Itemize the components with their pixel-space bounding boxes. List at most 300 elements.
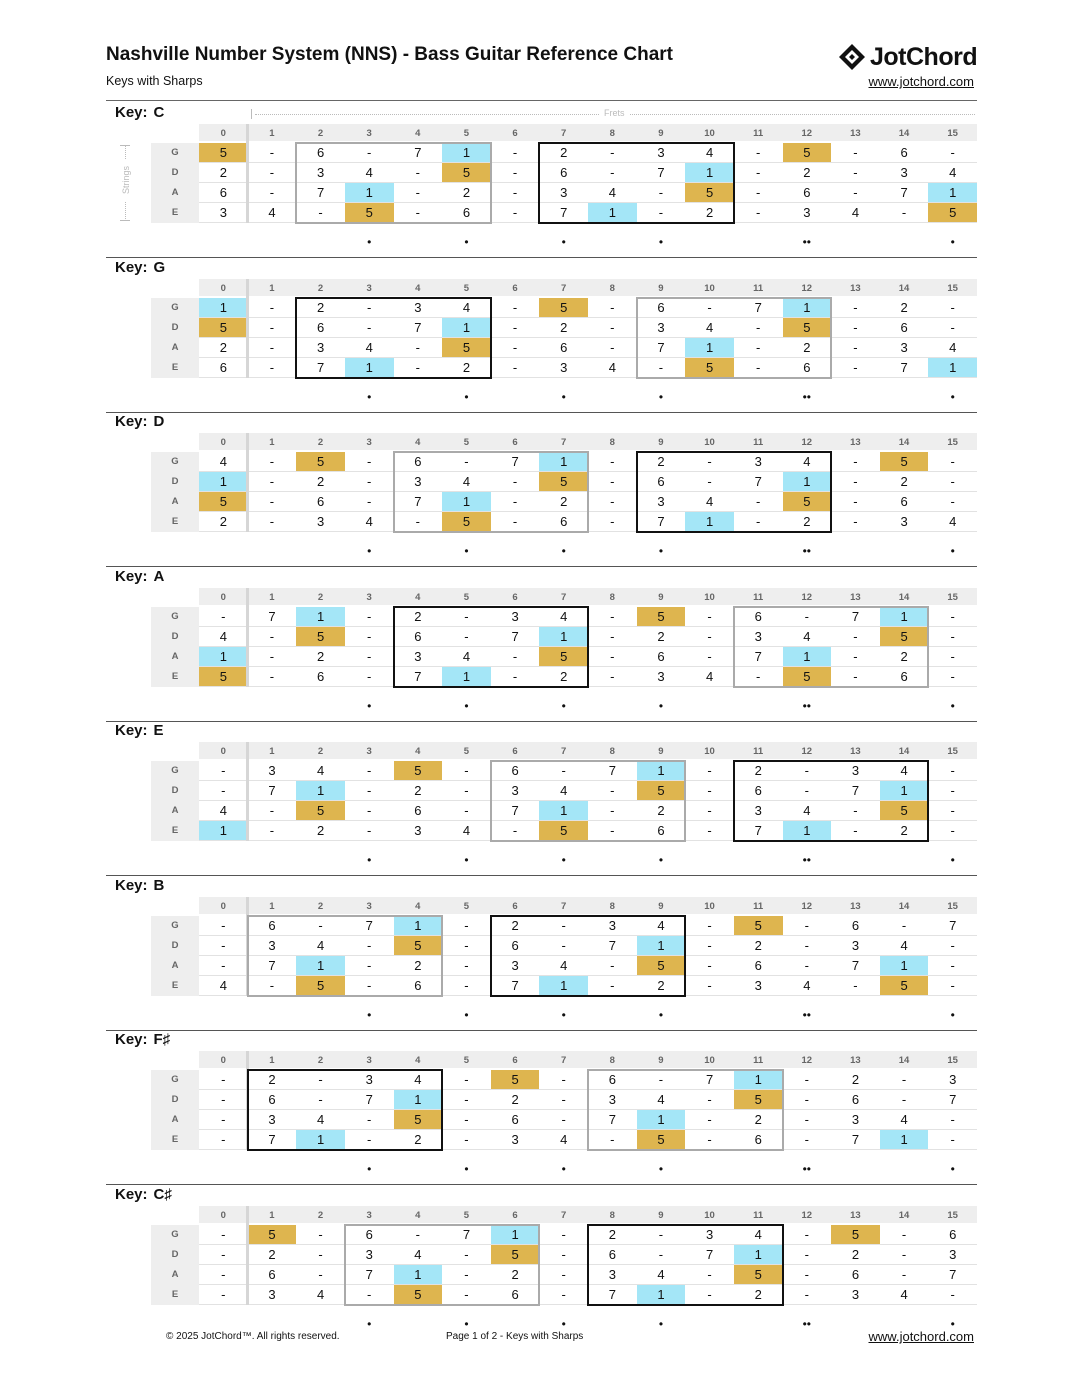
note-cell: 7 <box>685 1245 734 1265</box>
note-cell: - <box>880 1245 929 1265</box>
note-cell: 7 <box>685 1070 734 1090</box>
fifth-note-cell: 5 <box>296 627 345 647</box>
key-label <box>115 1186 172 1203</box>
note-cell: - <box>783 781 832 801</box>
fret-number: 13 <box>850 1055 861 1066</box>
fifth-note-cell: 5 <box>880 801 929 821</box>
note-cell: - <box>394 358 443 378</box>
note-cell: 4 <box>880 761 929 781</box>
note-cell: - <box>248 183 297 203</box>
note-cell: 2 <box>394 607 443 627</box>
note-cell: - <box>199 761 248 781</box>
note-cell: - <box>491 821 540 841</box>
note-cell: - <box>685 801 734 821</box>
fret-number: 0 <box>220 1055 226 1066</box>
note-cell: - <box>637 358 686 378</box>
note-cell: - <box>588 781 637 801</box>
note-cell: 3 <box>248 761 297 781</box>
inlay-marker: • <box>950 389 955 404</box>
note-cell: 2 <box>880 647 929 667</box>
note-cell: - <box>296 1090 345 1110</box>
note-cell: - <box>539 1265 588 1285</box>
note-cell: - <box>296 1245 345 1265</box>
root-note-cell: 1 <box>880 956 929 976</box>
frets-legend-label: Frets <box>600 108 629 118</box>
note-cell: - <box>248 358 297 378</box>
note-cell: - <box>588 801 637 821</box>
string-label: D <box>151 1090 199 1110</box>
note-cell: - <box>685 1110 734 1130</box>
note-cell: - <box>345 627 394 647</box>
key-name: E <box>153 722 164 739</box>
note-cell: 7 <box>637 338 686 358</box>
fret-number: 6 <box>512 746 518 757</box>
fret-number: 2 <box>317 591 324 603</box>
note-cell: - <box>296 1265 345 1285</box>
fret-number: 0 <box>220 591 226 603</box>
note-cell: - <box>345 472 394 492</box>
fret-number: 13 <box>850 900 861 912</box>
inlay-marker: • <box>658 544 664 558</box>
note-cell: - <box>248 647 297 667</box>
fret-number: 8 <box>609 437 615 448</box>
fret-number: 6 <box>512 1055 518 1066</box>
inlay-marker: • <box>464 698 469 713</box>
fifth-note-cell: 5 <box>442 338 491 358</box>
fifth-note-cell: 5 <box>539 298 588 318</box>
note-cell: - <box>685 936 734 956</box>
root-note-cell: 1 <box>296 781 345 801</box>
note-cell: - <box>831 183 880 203</box>
root-note-cell: 1 <box>442 667 491 687</box>
string-label: G <box>151 1225 199 1245</box>
note-cell: 4 <box>345 163 394 183</box>
fret-number: 4 <box>415 1209 421 1221</box>
root-note-cell: 1 <box>394 1265 443 1285</box>
note-cell: - <box>685 956 734 976</box>
note-cell: - <box>783 956 832 976</box>
fret-number: 10 <box>704 746 715 757</box>
fifth-note-cell: 5 <box>199 667 248 687</box>
inlay-marker: • <box>367 1007 372 1022</box>
fret-number: 3 <box>366 591 372 603</box>
note-cell: - <box>685 781 734 801</box>
inlay-marker: • <box>561 544 566 558</box>
inlay-marker: • <box>658 853 664 867</box>
root-note-cell: 1 <box>199 647 248 667</box>
root-note-cell: 1 <box>880 781 929 801</box>
fret-number: 6 <box>512 1209 518 1221</box>
root-note-cell: 1 <box>394 1090 443 1110</box>
fret-number: 0 <box>220 900 226 912</box>
note-cell: 6 <box>296 667 345 687</box>
note-cell: - <box>685 976 734 996</box>
fret-number: 0 <box>220 437 226 448</box>
fret-number: 14 <box>898 1209 910 1221</box>
note-cell: 6 <box>588 1245 637 1265</box>
fret-number: 14 <box>898 282 910 294</box>
secondary-position-box <box>490 760 687 842</box>
section-divider <box>106 721 977 722</box>
inlay-marker: • <box>658 1316 664 1331</box>
fret-number: 7 <box>561 900 567 912</box>
root-note-cell: 1 <box>734 1245 783 1265</box>
note-cell: 6 <box>491 936 540 956</box>
note-cell: 2 <box>491 1090 540 1110</box>
string-label: E <box>151 1130 199 1150</box>
note-cell: - <box>491 298 540 318</box>
note-cell: - <box>831 492 880 512</box>
note-cell: 3 <box>248 1110 297 1130</box>
note-cell: - <box>831 801 880 821</box>
note-cell: 4 <box>248 203 297 223</box>
note-cell: - <box>248 143 297 163</box>
fret-number: 8 <box>609 746 615 757</box>
note-cell: 7 <box>394 318 443 338</box>
note-cell: - <box>637 1245 686 1265</box>
fret-number: 3 <box>366 282 372 294</box>
inlay-marker: • <box>658 698 664 713</box>
fret-number: 3 <box>366 1055 372 1066</box>
fret-number: 11 <box>753 1055 764 1066</box>
note-cell: - <box>588 472 637 492</box>
note-cell: - <box>734 183 783 203</box>
note-cell: 7 <box>491 976 540 996</box>
brand-logo <box>838 40 977 74</box>
root-note-cell: 1 <box>539 801 588 821</box>
fret-number: 6 <box>512 128 518 139</box>
fifth-note-cell: 5 <box>345 203 394 223</box>
string-label: D <box>151 627 199 647</box>
note-cell: - <box>199 916 248 936</box>
note-cell: 6 <box>491 761 540 781</box>
fret-number: 8 <box>609 591 615 603</box>
fret-number: 3 <box>366 1209 372 1221</box>
string-label: D <box>151 163 199 183</box>
website-link-bottom[interactable]: www.jotchord.com <box>868 1329 974 1344</box>
note-cell: 7 <box>394 492 443 512</box>
note-cell: - <box>734 358 783 378</box>
note-cell: 7 <box>248 956 297 976</box>
key-label <box>115 1031 170 1048</box>
note-cell: - <box>685 647 734 667</box>
fret-number: 9 <box>658 128 664 139</box>
note-cell: 7 <box>637 512 686 532</box>
website-link-top[interactable]: www.jotchord.com <box>868 74 974 89</box>
fifth-note-cell: 5 <box>394 1110 443 1130</box>
fret-number: 9 <box>658 437 664 448</box>
note-cell: 7 <box>248 781 297 801</box>
note-cell: 2 <box>394 1130 443 1150</box>
note-cell: 7 <box>394 667 443 687</box>
fifth-note-cell: 5 <box>783 143 832 163</box>
note-cell: 7 <box>248 1130 297 1150</box>
note-cell: 6 <box>880 492 929 512</box>
secondary-position-box <box>587 1069 784 1151</box>
note-cell: 7 <box>831 607 880 627</box>
note-cell: 4 <box>734 1225 783 1245</box>
note-cell: - <box>783 1245 832 1265</box>
fifth-note-cell: 5 <box>928 203 977 223</box>
note-cell: 6 <box>199 183 248 203</box>
note-cell: 3 <box>685 1225 734 1245</box>
note-cell: 4 <box>831 203 880 223</box>
string-label: G <box>151 761 199 781</box>
note-cell: - <box>734 163 783 183</box>
note-cell: - <box>491 472 540 492</box>
inlay-marker: • <box>950 544 955 558</box>
note-cell: 4 <box>442 472 491 492</box>
brand-name: JotChord <box>870 42 978 71</box>
note-cell: 4 <box>296 1285 345 1305</box>
fret-number: 6 <box>512 591 518 603</box>
fret-number: 12 <box>801 1055 813 1066</box>
inlay-marker: • <box>367 1162 372 1176</box>
note-cell: - <box>199 1130 248 1150</box>
note-cell: - <box>491 492 540 512</box>
string-label: D <box>151 472 199 492</box>
secondary-position-box <box>733 606 930 688</box>
note-cell: 7 <box>831 781 880 801</box>
note-cell: - <box>588 667 637 687</box>
note-cell: - <box>539 1070 588 1090</box>
note-cell: - <box>491 183 540 203</box>
note-cell: - <box>588 607 637 627</box>
note-cell: - <box>831 358 880 378</box>
note-cell: - <box>296 203 345 223</box>
note-cell: 4 <box>685 492 734 512</box>
fret-number: 13 <box>850 1209 861 1221</box>
inlay-marker: • <box>658 1007 664 1022</box>
fifth-note-cell: 5 <box>637 781 686 801</box>
note-cell: - <box>831 647 880 667</box>
note-cell: 7 <box>394 143 443 163</box>
note-cell: - <box>588 627 637 647</box>
note-cell: 7 <box>928 1090 977 1110</box>
note-cell: - <box>345 761 394 781</box>
note-cell: - <box>345 607 394 627</box>
frets-legend <box>251 108 975 120</box>
note-cell: - <box>442 1265 491 1285</box>
note-cell: - <box>296 916 345 936</box>
note-cell: - <box>345 318 394 338</box>
note-cell: 3 <box>394 821 443 841</box>
root-note-cell: 1 <box>539 976 588 996</box>
root-note-cell: 1 <box>345 183 394 203</box>
root-note-cell: 1 <box>783 472 832 492</box>
root-note-cell: 1 <box>199 821 248 841</box>
note-cell: 4 <box>637 1265 686 1285</box>
note-cell: - <box>685 607 734 627</box>
secondary-position-box <box>295 142 492 224</box>
inlay-marker: • <box>367 235 372 249</box>
note-cell: - <box>783 1110 832 1130</box>
fifth-note-cell: 5 <box>783 492 832 512</box>
note-cell: - <box>345 1285 394 1305</box>
fret-number: 5 <box>463 900 470 912</box>
fret-number: 5 <box>463 128 470 139</box>
fret-number: 4 <box>415 282 421 294</box>
note-cell: - <box>394 1225 443 1245</box>
note-cell: - <box>588 318 637 338</box>
note-cell: 4 <box>928 163 977 183</box>
root-note-cell: 1 <box>394 916 443 936</box>
note-cell: 2 <box>296 298 345 318</box>
inlay-marker: • <box>950 853 955 867</box>
note-cell: - <box>783 916 832 936</box>
note-cell: 2 <box>831 1070 880 1090</box>
string-label: G <box>151 607 199 627</box>
inlay-marker: • <box>367 1316 372 1331</box>
note-cell: 2 <box>685 203 734 223</box>
note-cell: 3 <box>394 647 443 667</box>
note-cell: 4 <box>685 318 734 338</box>
fret-number: 14 <box>898 128 910 139</box>
string-label: E <box>151 667 199 687</box>
note-cell: 4 <box>296 761 345 781</box>
note-cell: - <box>928 1110 977 1130</box>
inlay-marker: • <box>464 1316 469 1331</box>
note-cell: 3 <box>831 1110 880 1130</box>
fret-number: 7 <box>561 282 567 294</box>
note-cell: - <box>588 338 637 358</box>
fifth-note-cell: 5 <box>199 318 248 338</box>
note-cell: - <box>928 492 977 512</box>
fret-number: 0 <box>220 128 226 139</box>
note-cell: - <box>588 163 637 183</box>
note-cell: 4 <box>783 627 832 647</box>
note-cell: 7 <box>734 298 783 318</box>
note-cell: 4 <box>539 1130 588 1150</box>
note-cell: 2 <box>296 472 345 492</box>
string-label: A <box>151 338 199 358</box>
note-cell: - <box>491 667 540 687</box>
note-cell: 7 <box>880 183 929 203</box>
footer-copyright: © 2025 JotChord™. All rights reserved. <box>166 1331 340 1342</box>
note-cell: 4 <box>199 452 248 472</box>
fret-number: 10 <box>704 1209 715 1221</box>
primary-position-box <box>247 1069 444 1151</box>
header-divider <box>106 100 977 101</box>
note-cell: - <box>199 1245 248 1265</box>
key-prefix: Key: <box>115 567 148 585</box>
fifth-note-cell: 5 <box>199 492 248 512</box>
primary-position-box <box>733 760 930 842</box>
root-note-cell: 1 <box>685 512 734 532</box>
fret-number: 10 <box>704 437 715 448</box>
fret-number: 10 <box>704 900 715 912</box>
inlay-marker: • <box>367 544 372 558</box>
note-cell: - <box>296 1070 345 1090</box>
note-cell: - <box>685 916 734 936</box>
inlay-marker: • <box>367 853 372 867</box>
fifth-note-cell: 5 <box>442 512 491 532</box>
fret-number: 10 <box>704 1055 715 1066</box>
root-note-cell: 1 <box>442 492 491 512</box>
key-name: A <box>153 567 165 585</box>
note-cell: - <box>928 936 977 956</box>
note-cell: 2 <box>783 163 832 183</box>
fifth-note-cell: 5 <box>539 647 588 667</box>
note-cell: 2 <box>831 1245 880 1265</box>
fret-number: 5 <box>463 1055 470 1066</box>
note-cell: 3 <box>345 1245 394 1265</box>
note-cell: 7 <box>734 647 783 667</box>
fret-number: 2 <box>317 1209 324 1221</box>
root-note-cell: 1 <box>783 647 832 667</box>
note-cell: 4 <box>685 143 734 163</box>
note-cell: - <box>345 298 394 318</box>
fret-number: 8 <box>609 128 615 139</box>
note-cell: - <box>783 936 832 956</box>
fifth-note-cell: 5 <box>831 1225 880 1245</box>
fifth-note-cell: 5 <box>296 452 345 472</box>
inlay-marker: • <box>464 853 469 867</box>
note-cell: 4 <box>783 976 832 996</box>
note-cell: - <box>588 492 637 512</box>
note-cell: 4 <box>442 647 491 667</box>
note-cell: - <box>442 1110 491 1130</box>
note-cell: - <box>588 452 637 472</box>
inlay-marker: • <box>561 1316 566 1331</box>
note-cell: - <box>783 1225 832 1245</box>
note-cell: 6 <box>394 801 443 821</box>
note-cell: - <box>928 801 977 821</box>
primary-position-box <box>587 1224 784 1306</box>
note-cell: 4 <box>588 183 637 203</box>
note-cell: 6 <box>394 452 443 472</box>
fifth-note-cell: 5 <box>442 163 491 183</box>
note-cell: 6 <box>734 781 783 801</box>
fret-number: 15 <box>947 282 958 294</box>
fret-number: 8 <box>609 1209 615 1221</box>
fret-number: 11 <box>753 746 764 757</box>
note-cell: 4 <box>199 976 248 996</box>
inlay-marker: • <box>950 1007 955 1022</box>
note-cell: 2 <box>394 781 443 801</box>
note-cell: - <box>928 647 977 667</box>
note-cell: 7 <box>637 163 686 183</box>
note-cell: - <box>442 956 491 976</box>
note-cell: - <box>734 492 783 512</box>
secondary-position-box <box>344 1224 541 1306</box>
key-name: G <box>153 258 166 276</box>
note-cell: - <box>199 936 248 956</box>
fifth-note-cell: 5 <box>685 358 734 378</box>
note-cell: 3 <box>539 358 588 378</box>
note-cell: 3 <box>491 956 540 976</box>
note-cell: - <box>248 338 297 358</box>
note-cell: 6 <box>539 338 588 358</box>
fret-number: 2 <box>317 746 324 757</box>
note-cell: 3 <box>637 667 686 687</box>
note-cell: 4 <box>880 1285 929 1305</box>
note-cell: - <box>394 203 443 223</box>
key-label <box>115 568 164 585</box>
note-cell: 7 <box>928 916 977 936</box>
note-cell: - <box>539 761 588 781</box>
fret-number: 11 <box>753 900 764 912</box>
note-cell: 3 <box>880 512 929 532</box>
fifth-note-cell: 5 <box>394 1285 443 1305</box>
note-cell: - <box>928 976 977 996</box>
note-cell: 2 <box>248 1245 297 1265</box>
note-cell: 3 <box>928 1245 977 1265</box>
note-cell: 6 <box>880 667 929 687</box>
note-cell: 3 <box>880 163 929 183</box>
fifth-note-cell: 5 <box>880 452 929 472</box>
note-cell: 3 <box>637 318 686 338</box>
